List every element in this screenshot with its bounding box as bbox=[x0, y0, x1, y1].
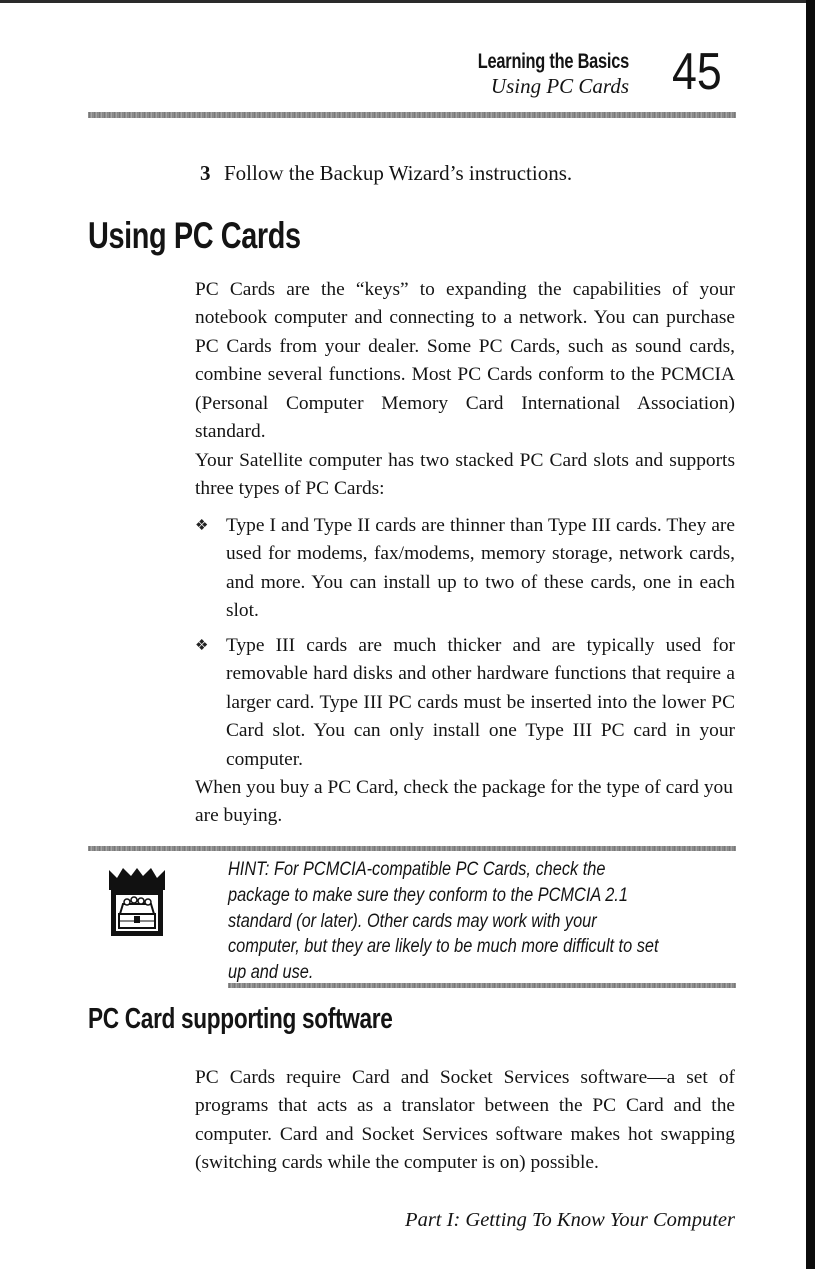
running-header-subtitle: Using PC Cards bbox=[490, 74, 629, 98]
bullet-diamond-icon: ❖ bbox=[195, 518, 209, 534]
hint-text: HINT: For PCMCIA-compatible PC Cards, check the package to make sure they conform to the PCMCIA 2.1 standard (or later). Other cards may work with your computer, but they are likely to be much more difficult to set up and use. bbox=[228, 859, 659, 984]
page-footer: Part I: Getting To Know Your Computer bbox=[405, 1209, 735, 1231]
step-number: 3 bbox=[200, 161, 211, 185]
scan-edge-top bbox=[0, 0, 815, 3]
scan-edge-right bbox=[806, 0, 815, 1269]
bullet-text: Type III cards are much thicker and are typically used for removable hard disks and other hardware functions that require a larger card. Type III PC cards must be inserted into the lower PC Card slot. You can only install one Type III PC card in your computer. bbox=[226, 635, 735, 770]
closing-paragraph: When you buy a PC Card, check the package for the type of card you are buying. bbox=[195, 777, 733, 827]
section-heading: Using PC Cards bbox=[88, 215, 301, 256]
treasure-chest-icon bbox=[109, 868, 165, 938]
bullet-text: Type I and Type II cards are thinner than Type III cards. They are used for modems, fax/modems, memory storage, network cards, and more. You can install up to two of these cards, one in each slot. bbox=[226, 515, 735, 622]
bullet-item bbox=[195, 512, 735, 626]
step-text: Follow the Backup Wizard’s instructions. bbox=[224, 161, 573, 185]
hint-top-rule bbox=[88, 846, 736, 851]
software-paragraph: PC Cards require Card and Socket Services software—a set of programs that acts as a translator between the PC Card and the computer. Card and Socket Services software makes hot swapping (switching cards while the computer is on) possible. bbox=[195, 1067, 735, 1174]
subsection-heading: PC Card supporting software bbox=[88, 1003, 393, 1035]
hint-bottom-rule bbox=[228, 983, 736, 988]
bullet-item bbox=[195, 632, 735, 774]
page-number: 45 bbox=[672, 43, 722, 101]
bullet-diamond-icon: ❖ bbox=[195, 638, 209, 654]
header-rule bbox=[88, 112, 736, 118]
running-header-title: Learning the Basics bbox=[477, 50, 629, 73]
slots-paragraph: Your Satellite computer has two stacked PC Card slots and supports three types of PC Cards: bbox=[195, 450, 735, 500]
step-instruction bbox=[200, 158, 572, 188]
intro-paragraph: PC Cards are the “keys” to expanding the capabilities of your notebook computer and connecting to a network. You can purchase PC Cards from your dealer. Some PC Cards, such as sound cards, combine several functions. Most PC Cards conform to the PCMCIA (Personal Computer Memory Card International Association) standard. bbox=[195, 279, 735, 443]
